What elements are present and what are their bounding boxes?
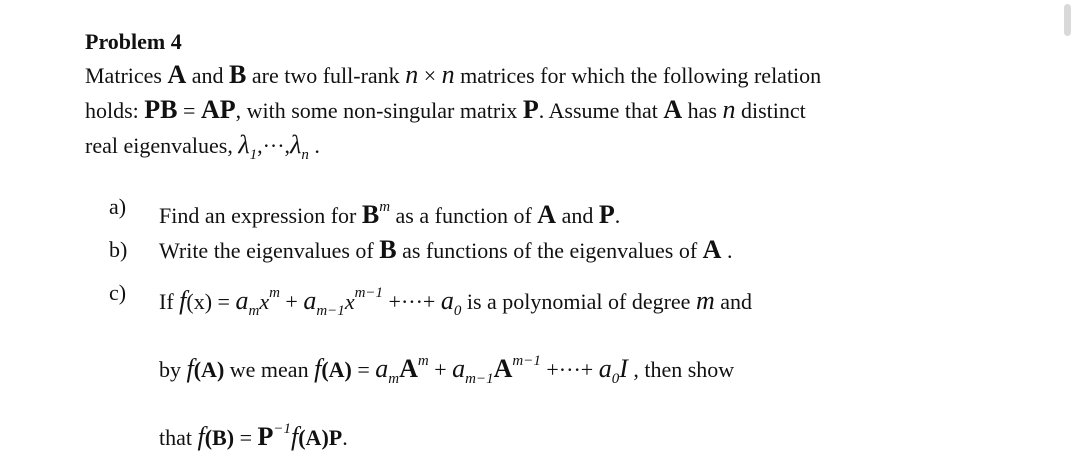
problem-title: Problem 4 — [85, 29, 182, 54]
problem-document — [85, 28, 965, 463]
question-c-line-2: by f(A) we mean $f(A) = a_mA^m + a_{m-1}A^{m-1}$ +···+ $a_0I$ , then show — [159, 353, 735, 387]
scrollbar[interactable] — [1064, 4, 1071, 36]
question-c-line-3: that $f(B) = P^{-1}f(A)P$. — [159, 421, 348, 451]
question-c: c) If $f(x) = a_mx^m + a_{m-1}x^{m-1}$ +···+ $a_0$ is a polynomial of degree m and — [109, 280, 752, 319]
question-a: a) Find an expression for $B^m$ as a function of A and P. — [109, 194, 621, 229]
question-b: b) Write the eigenvalues of B as functions of the eigenvalues of A . — [109, 235, 733, 264]
intro-line-2: holds: PB = AP, with some non-singular matrix P. Assume that A has n distinct — [85, 95, 806, 124]
sub-questions — [109, 190, 965, 463]
intro-line-3: real eigenvalues, $\lambda_1,\cdot\cdot\cdot,\lambda_n$ . — [85, 130, 320, 163]
intro-line-1: Matrices A and B are two full-rank n × n matrices for which the following relation — [85, 60, 822, 89]
